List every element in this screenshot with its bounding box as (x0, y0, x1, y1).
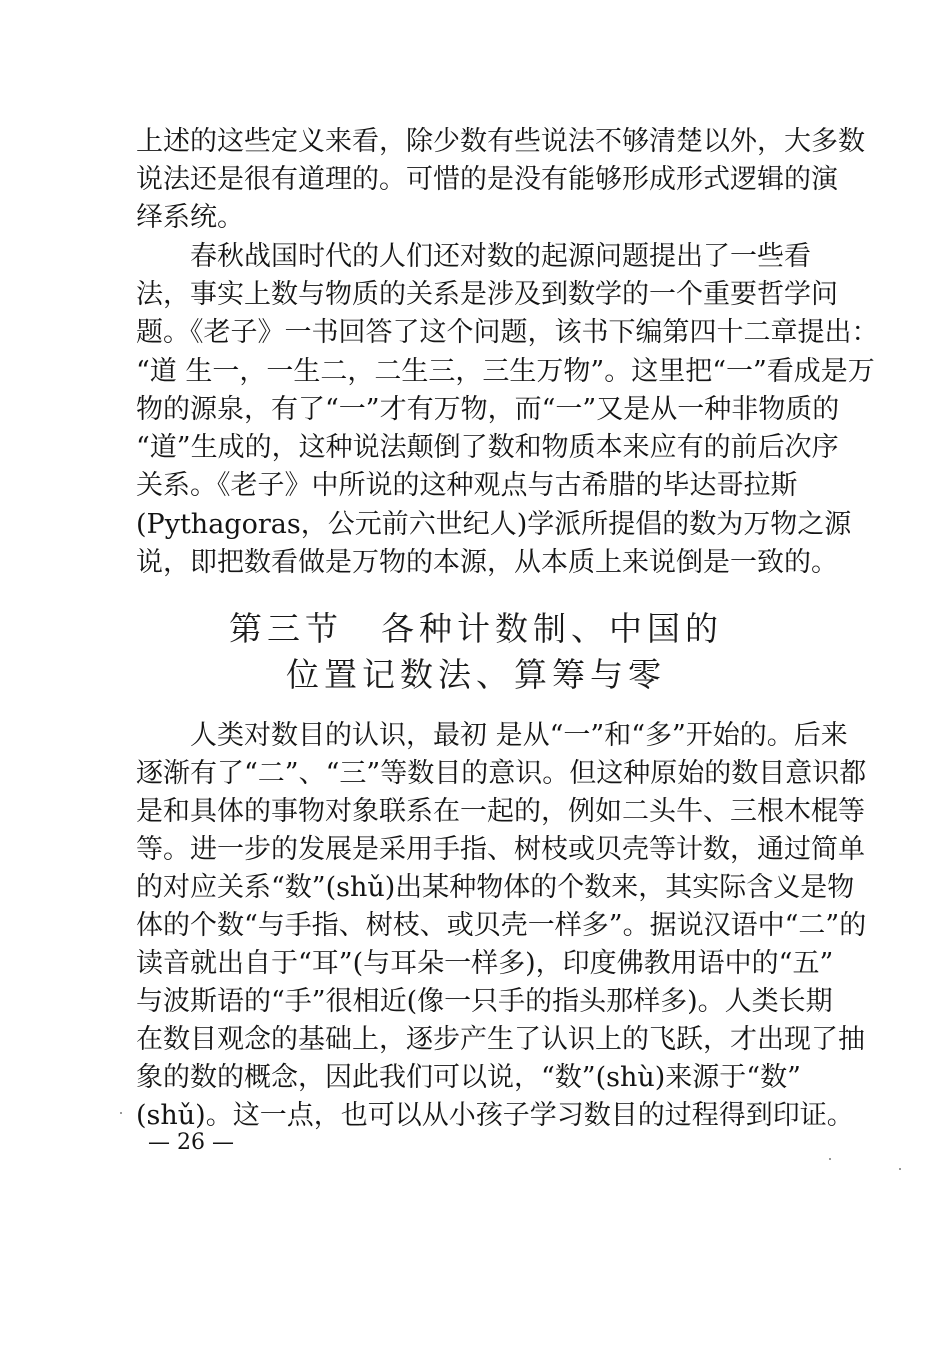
page-number: — 26 — (148, 1130, 234, 1155)
body-text-line: 人类对数目的认识，最初 是从“一”和“多”开始的。后来 (190, 720, 848, 751)
body-text-line: 法，事实上数与物质的关系是涉及到数学的一个重要哲学问 (136, 279, 838, 310)
body-text-line: 象的数的概念，因此我们可以说，“数”(shù)来源于“数” (136, 1062, 801, 1093)
scan-speck (829, 1158, 831, 1160)
body-text-line: (shǔ)。这一点，也可以从小孩子学习数目的过程得到印证。 (136, 1100, 854, 1131)
body-text-line: 与波斯语的“手”很相近(像一只手的指头那样多)。人类长期 (136, 986, 833, 1017)
scan-speck (899, 1168, 901, 1170)
body-text-line: 在数目观念的基础上，逐步产生了认识上的飞跃，才出现了抽 (136, 1024, 865, 1055)
body-text-line: 春秋战国时代的人们还对数的起源问题提出了一些看 (190, 241, 811, 272)
body-text-line: 说，即把数看做是万物的本源，从本质上来说倒是一致的。 (136, 547, 838, 578)
body-text-line: 关系。《老子》中所说的这种观点与古希腊的毕达哥拉斯 (136, 470, 798, 501)
body-text-line: (Pythagoras，公元前六世纪人)学派所提倡的数为万物之源 (136, 509, 852, 540)
body-text-line: 等。进一步的发展是采用手指、树枝或贝壳等计数，通过简单 (136, 834, 865, 865)
body-text-line: 物的源泉，有了“一”才有万物，而“一”又是从一种非物质的 (136, 394, 840, 425)
section-title: 位置记数法、算筹与零 (286, 655, 666, 694)
body-text-line: 题。《老子》一书回答了这个问题，该书下编第四十二章提出： (136, 317, 879, 348)
body-text-line: 说法还是很有道理的。可惜的是没有能够形成形式逻辑的演 (136, 164, 838, 195)
body-text-line: “道”生成的，这种说法颠倒了数和物质本来应有的前后次序 (136, 432, 839, 463)
body-text-line: 上述的这些定义来看，除少数有些说法不够清楚以外，大多数 (136, 126, 865, 157)
body-text-line: 读音就出自于“耳”(与耳朵一样多)，印度佛教用语中的“五” (136, 948, 834, 979)
body-text-line: 绎系统。 (136, 202, 244, 233)
body-text-line: 是和具体的事物对象联系在一起的，例如二头牛、三根木棍等 (136, 796, 865, 827)
body-text-line: “道 生一，一生二，二生三，三生万物”。这里把“一”看成是万 (136, 356, 875, 387)
scan-speck (120, 1112, 122, 1114)
body-text-line: 逐渐有了“二”、“三”等数目的意识。但这种原始的数目意识都 (136, 758, 867, 789)
body-text-line: 体的个数“与手指、树枝、或贝壳一样多”。据说汉语中“二”的 (136, 910, 867, 941)
section-title: 第三节 各种计数制、中国的 (229, 609, 723, 648)
body-text-line: 的对应关系“数”(shǔ)出某种物体的个数来，其实际含义是物 (136, 872, 855, 903)
